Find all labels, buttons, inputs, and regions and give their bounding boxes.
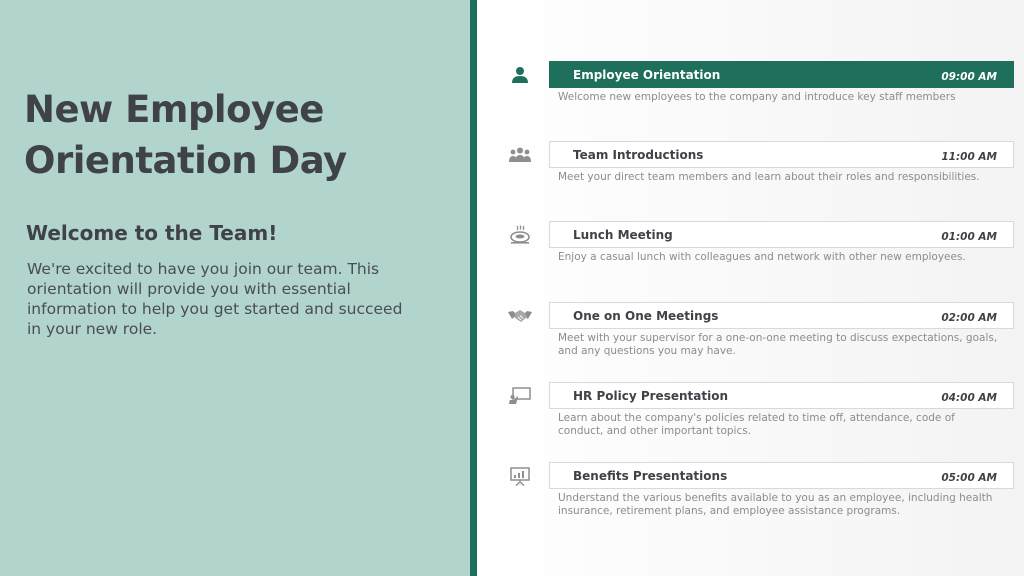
agenda-item-header [549, 462, 1014, 489]
presenter-icon [508, 386, 532, 406]
person-icon [508, 65, 532, 85]
agenda-item-one-on-one-meetings [477, 302, 1024, 366]
agenda-item-time: 09:00 AM [941, 71, 997, 83]
team-icon [508, 145, 532, 165]
agenda-item-hr-policy-presentation [477, 382, 1024, 446]
agenda-item-description: Learn about the company's policies related to time off, attendance, code of conduct, and other important topics. [558, 412, 955, 437]
agenda-item-description: Meet with your supervisor for a one-on-one meeting to discuss expectations, goals, and any questions you may have. [558, 332, 998, 357]
agenda-item-header [549, 221, 1014, 248]
agenda-item-header [549, 61, 1014, 88]
agenda-item-description: Meet your direct team members and learn about their roles and responsibilities. [558, 171, 980, 183]
agenda-item-time: 01:00 AM [941, 231, 997, 243]
agenda-item-header [549, 302, 1014, 329]
food-dish-icon [508, 225, 532, 245]
agenda-item-time: 04:00 AM [941, 392, 997, 404]
panel-divider [470, 0, 477, 576]
left-panel [0, 0, 470, 576]
agenda-item-time: 02:00 AM [941, 312, 997, 324]
agenda-item-title: Employee Orientation [573, 68, 721, 82]
agenda-item-time: 11:00 AM [941, 151, 997, 163]
agenda-item-title: Benefits Presentations [573, 469, 728, 483]
handshake-icon [508, 306, 532, 326]
agenda-item-description: Welcome new employees to the company and introduce key staff members [558, 91, 956, 103]
welcome-heading: Welcome to the Team! [26, 221, 278, 245]
agenda-item-header [549, 382, 1014, 409]
agenda-item-title: One on One Meetings [573, 309, 719, 323]
agenda-item-benefits-presentations [477, 462, 1024, 526]
agenda-item-time: 05:00 AM [941, 472, 997, 484]
agenda-item-description: Enjoy a casual lunch with colleagues and network with other new employees. [558, 251, 966, 263]
agenda-item-title: Team Introductions [573, 148, 704, 162]
agenda-item-description: Understand the various benefits available to you as an employee, including health insurance, retirement plans, and employee assistance programs. [558, 492, 993, 517]
welcome-text: We're excited to have you join our team. This orientation will provide you with essential information to help you get started and succeed in your new role. [27, 260, 403, 338]
agenda-item-header [549, 141, 1014, 168]
page-title: New Employee Orientation Day [24, 88, 347, 182]
agenda-item-employee-orientation [477, 61, 1024, 125]
presentation-board-icon [508, 466, 532, 486]
agenda-item-title: HR Policy Presentation [573, 389, 728, 403]
agenda-panel [477, 0, 1024, 576]
agenda-item-lunch-meeting [477, 221, 1024, 285]
agenda-item-team-introductions [477, 141, 1024, 205]
agenda-item-title: Lunch Meeting [573, 228, 673, 242]
